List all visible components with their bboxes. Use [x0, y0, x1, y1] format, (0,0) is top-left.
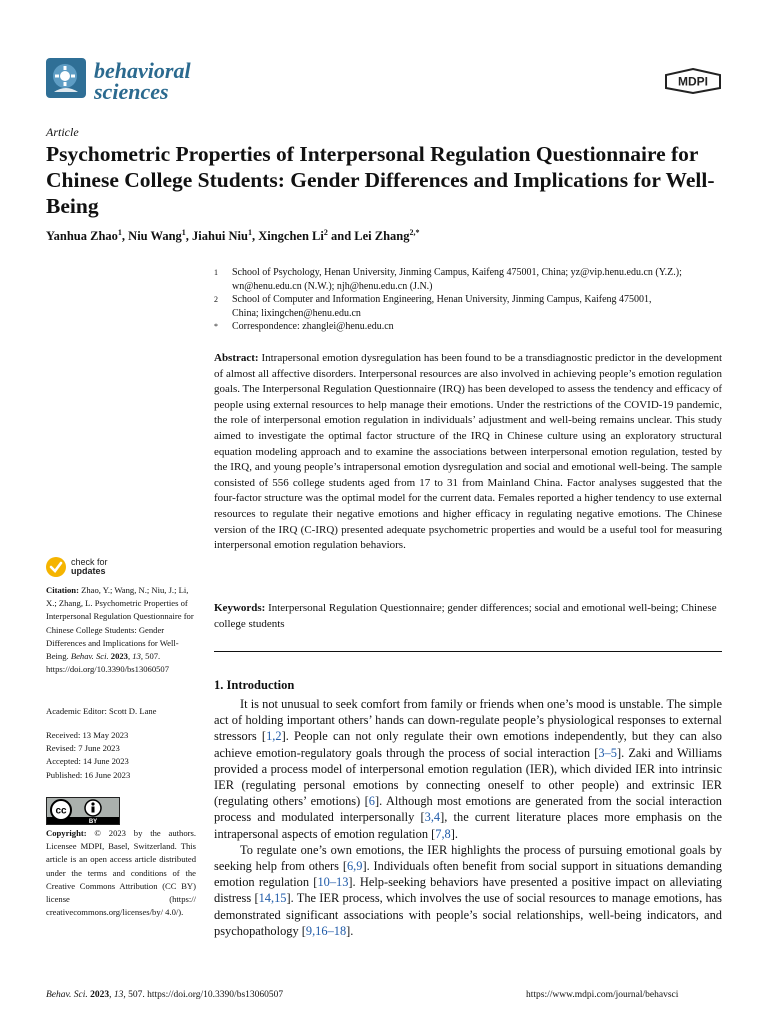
journal-name-line2: sciences	[94, 79, 169, 104]
citation-volume: 13	[132, 651, 141, 662]
citation-link[interactable]: 3–5	[598, 745, 617, 760]
keywords-label: Keywords:	[214, 602, 266, 614]
copyright-notice	[46, 827, 196, 919]
author-affiliation-mark: 1	[247, 228, 252, 237]
citation-link[interactable]: 6	[368, 794, 375, 809]
journal-name	[94, 60, 191, 102]
section-heading: 1. Introduction	[214, 678, 295, 692]
cc-icon: cc	[55, 805, 67, 817]
citation-link[interactable]: 9,16–18	[305, 923, 347, 938]
publication-dates	[46, 729, 196, 782]
affiliation-2	[0, 293, 768, 323]
citation-link[interactable]: 3,4	[424, 810, 441, 825]
citation-link[interactable]: 1,2	[266, 729, 282, 744]
citation: Citation: Zhao, Y.; Wang, N.; Niu, J.; Li, X.; Zhang, L. Psychometric Properties of Interpersonal Regulation Questionnaire for Chinese College Students: Gender Differences and Implications for Well-Being. Behav. Sci. 2023, 13, 507. https://doi.org/10.3390/bs13060507	[46, 585, 194, 675]
keywords	[214, 601, 722, 632]
cc-by-license-badge[interactable]	[46, 797, 120, 825]
footer-citation: Behav. Sci. 2023, 13, 507. https://doi.org/10.3390/bs13060507	[46, 990, 284, 1000]
paragraph-text: ].	[450, 826, 458, 841]
author-affiliation-mark: 1	[181, 228, 186, 237]
citation-year: 2023	[110, 651, 128, 662]
introduction-body	[214, 696, 722, 939]
abstract-label: Abstract:	[214, 352, 259, 364]
footer-year: 2023	[90, 990, 110, 1000]
citation-link[interactable]: 7,8	[435, 826, 451, 841]
paragraph-text: ]. Zaki and Williams provided a process model of interpersonal emotion regulation (IER), which divided IER into intrinsic IER (regulating personal emotions by connecting oneself to other people) and extrinsic IER (regulating others’ emotions) [	[214, 745, 722, 809]
author-name: Yanhua Zhao	[46, 229, 118, 244]
date-accepted: Accepted: 14 June 2023	[46, 756, 129, 767]
check-line-2: updates	[71, 566, 106, 576]
author-name: Lei Zhang	[354, 229, 410, 244]
check-for-updates-label	[71, 558, 108, 576]
date-revised: Revised: 7 June 2023	[46, 743, 120, 754]
section-divider	[214, 651, 722, 652]
article-type: Article	[46, 125, 79, 139]
affiliation-1	[0, 266, 768, 296]
publisher-name: MDPI	[678, 74, 708, 89]
affiliation-number: 1	[214, 268, 218, 277]
citation-label: Citation:	[46, 585, 79, 595]
footer-journal-url[interactable]: https://www.mdpi.com/journal/behavsci	[526, 990, 679, 1000]
journal-logo-icon	[46, 58, 86, 98]
paragraph-text: To regulate one’s own emotions, the IER highlights the process of pursuing emotional goals by seeking help from others [	[214, 842, 722, 874]
journal-name-line1: behavioral	[94, 58, 191, 83]
correspondence-text: Correspondence: zhanglei@henu.edu.cn	[232, 321, 394, 332]
checkmark-icon	[46, 557, 66, 577]
footer-volume: 13	[113, 990, 124, 1000]
keywords-text: Interpersonal Regulation Questionnaire; gender differences; social and emotional well-being; Chinese college students	[214, 602, 717, 630]
correspondence	[0, 320, 768, 336]
affiliation-text: School of Psychology, Henan University, Jinming Campus, Kaifeng 475001, China; yz@vip.henu.edu.cn (Y.Z.); wn@henu.edu.cn (N.W.); njh@henu.edu.cn (J.N.)	[232, 267, 682, 292]
check-for-updates-button[interactable]	[46, 557, 166, 579]
copyright-label: Copyright:	[46, 828, 87, 838]
paragraph-text: ], the current literature places more emphasis on the intrapersonal aspects of emotion regulation [	[214, 810, 722, 841]
author-affiliation-mark: 2,*	[409, 228, 420, 237]
mdpi-logo	[664, 68, 722, 99]
citation-link[interactable]: 14,15	[258, 891, 287, 906]
author-name: Niu Wang	[128, 229, 182, 244]
date-received: Received: 13 May 2023	[46, 730, 129, 740]
abstract	[214, 351, 722, 554]
date-published: Published: 16 June 2023	[46, 769, 131, 780]
paragraph-text: It is not unusual to seek comfort from family or friends when one’s mood is unstable. The simple act of holding important others’ hands can down-regulate people’s physiological responses to external stressors [	[214, 697, 722, 744]
citation-link[interactable]: 10–13	[317, 875, 349, 890]
author-list: Yanhua Zhao$^1$, Niu Wang$^1$, Jiahui Niu$^1$, Xingchen Li$^2$ and Lei Zhang$^{2,*}$	[46, 228, 420, 244]
copyright-text: © 2023 by the authors. Licensee MDPI, Basel, Switzerland. This article is an open access article distributed under the terms and conditions of the Creative Commons Attribution (CC BY) license (https:// creativecommons.org/licenses/by/ 4.0/).	[46, 828, 196, 918]
article-title: Psychometric Properties of Interpersonal Regulation Questionnaire for Chinese College Students: Gender Differences and Implications for Well-Being	[46, 142, 715, 218]
paragraph	[214, 842, 722, 939]
person-icon	[91, 802, 94, 805]
paragraph-text: ]. The IER process, which involves the use of social resources to manage emotions, has demonstrated significant associations with people’s social relationships, well-being indicators, and psychopathology [	[214, 891, 722, 938]
footer-doi: , 507. https://doi.org/10.3390/bs13060507	[123, 990, 284, 1000]
academic-editor: Academic Editor: Scott D. Lane	[46, 706, 157, 716]
check-line-1: check for	[71, 557, 108, 567]
author-affiliation-mark: 1	[117, 228, 122, 237]
paragraph-text: ]. Individuals often benefit from social support in situations demanding emotion regulation [	[214, 859, 722, 890]
author-affiliation-mark: 2	[323, 228, 328, 237]
affiliation-number: *	[214, 322, 218, 331]
citation-text: Zhao, Y.; Wang, N.; Niu, J.; Li, X.; Zhang, L. Psychometric Properties of Interpersonal Regulation Questionnaire for Chinese College Students: Gender Differences and Implications for Well-Being.	[46, 585, 194, 662]
footer-journal: Behav. Sci.	[46, 990, 88, 1000]
citation-journal: Behav. Sci.	[70, 651, 109, 662]
paragraph-text: ]. Help-seeking behaviors have presented a positive impact on alleviating distress [	[214, 875, 722, 906]
paragraph-text: ].	[346, 923, 354, 938]
citation-link[interactable]: 6,9	[346, 859, 363, 874]
paragraph-text: ]. Although most emotions are generated from the social interaction process and modulated interpersonally [	[214, 794, 722, 825]
affiliation-text: School of Computer and Information Engineering, Henan University, Jinming Campus, Kaifeng 475001, China; lixingchen@henu.edu.cn	[232, 294, 652, 319]
mdpi-logo-icon	[664, 68, 722, 94]
citation-doi: , 507. https://doi.org/10.3390/bs13060507	[46, 651, 170, 675]
abstract-text: Intrapersonal emotion dysregulation has been found to be a transdiagnostic predictor in the development of almost all affective disorders. Interpersonal resources are also involved in achieving people’s emotion regulation goals. The Interpersonal Regulation Questionnaire (IRQ) has been developed to assess the tendency and efficacy of people using external resources to help manage their emotions. Under the restrictions of the COVID-19 pandemic, the role of interpersonal emotion regulation in individuals’ adjustment and well-being remains unclear. This study aimed to investigate the optimal factor structure of the IRQ in Chinese culture using an exploratory structural equation modeling approach and to examine the associations between interpersonal emotion regulation, tested by the IRQ, and young people’s intrapersonal emotion dysregulation and social and emotional well-being. The sample consisted of 556 college students aged from 17 to 31 from Mainland China. Factor analyses suggested that the four-factor structure was the optimal model for the current data. Females reported a higher tendency to use external resources to regulate their negative emotions and higher efficacy in regulating negative emotions. The Chinese version of the IRQ (C-IRQ) presented adequate psychometric properties and would be a useful tool for measuring interpersonal emotion regulation behaviors.	[214, 352, 723, 552]
by-label: BY	[88, 819, 98, 824]
author-name: Xingchen Li	[258, 229, 324, 244]
author-name: Jiahui Niu	[192, 229, 248, 244]
paragraph	[214, 696, 722, 842]
paragraph-text: ]. People can not only regulate their own emotions independently, but they can also achieve emotion-regulatory goals through the process of social interaction [	[214, 729, 722, 760]
affiliation-number: 2	[214, 295, 218, 304]
